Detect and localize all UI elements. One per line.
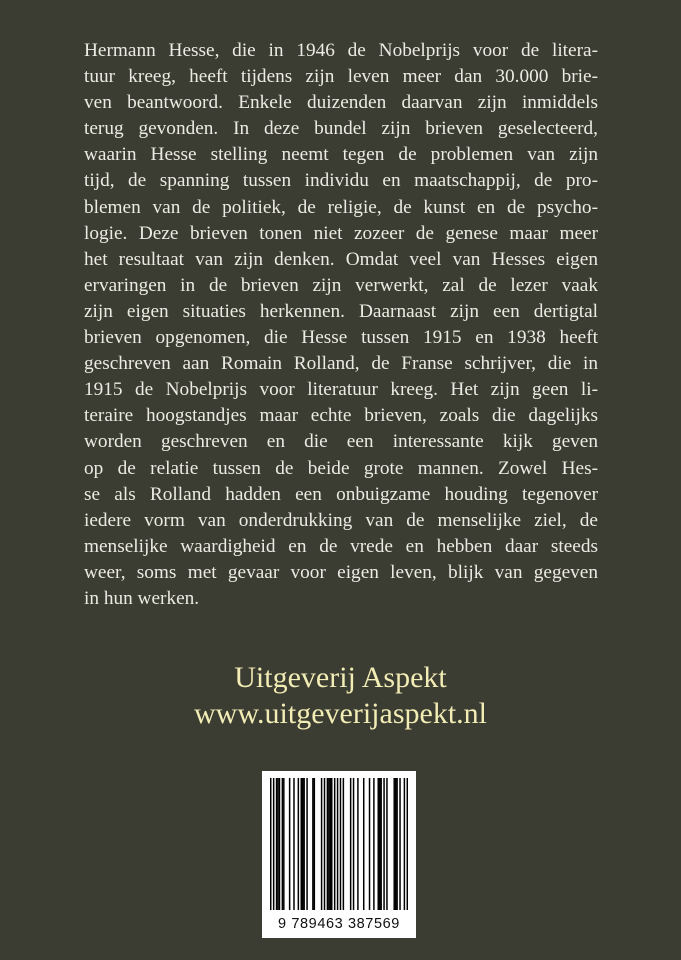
barcode-bar xyxy=(337,778,339,910)
blurb-line: terug gevonden. In deze bundel zijn brieven geselecteerd, xyxy=(84,118,598,140)
barcode-bar xyxy=(373,778,375,910)
blurb-line: tuur kreeg, heeft tijdens zijn leven meer dan 30.000 brie- xyxy=(84,66,598,88)
barcode-bar xyxy=(301,778,303,910)
barcode-bar xyxy=(328,778,330,910)
back-cover-blurb xyxy=(84,38,598,612)
blurb-line: worden geschreven en die een interessante kijk geven xyxy=(84,431,598,453)
barcode-bar xyxy=(330,778,332,910)
blurb-line: ervaringen in de brieven zijn verwerkt, zal de lezer vaak xyxy=(84,274,598,296)
barcode-bar xyxy=(393,778,395,910)
blurb-line: Hermann Hesse, die in 1946 de Nobelprijs voor de litera- xyxy=(84,40,598,61)
barcode-bar xyxy=(314,778,316,910)
barcode-bar xyxy=(334,778,336,910)
barcode-bar xyxy=(395,778,397,910)
barcode-bar xyxy=(386,778,388,910)
barcode-bar xyxy=(298,778,300,910)
blurb-line: waarin Hesse stelling neemt tegen de problemen van zijn xyxy=(84,144,598,166)
publisher-block xyxy=(0,660,681,732)
blurb-line: logie. Deze brieven tonen niet zozeer de genese maar meer xyxy=(84,222,598,244)
barcode-bar xyxy=(396,778,398,910)
barcode-bar xyxy=(293,778,295,910)
barcode-bar xyxy=(303,778,305,910)
blurb-line: 1915 de Nobelprijs voor literatuur kreeg. Het zijn geen li- xyxy=(84,379,598,401)
blurb-line: tijd, de spanning tussen individu en maatschappij, de pro- xyxy=(84,170,598,192)
barcode-bar xyxy=(353,778,355,910)
barcode-bar xyxy=(404,778,406,910)
barcode-bar xyxy=(312,778,314,910)
blurb-line: iedere vorm van onderdrukking van de menselijke ziel, de xyxy=(84,509,598,531)
barcode-bar xyxy=(283,778,285,910)
barcode-bar xyxy=(399,778,401,910)
barcode-bar xyxy=(289,778,291,910)
blurb-line: se als Rolland hadden een onbuigzame houding tegenover xyxy=(84,483,598,505)
blurb-line: op de relatie tussen de beide grote mannen. Zowel Hes- xyxy=(84,457,598,479)
publisher-website[interactable]: www.uitgeverijaspekt.nl xyxy=(194,697,487,730)
barcode-bar xyxy=(379,778,381,910)
blurb-line: het resultaat van zijn denken. Omdat veel van Hesses eigen xyxy=(84,248,598,270)
barcode-bar xyxy=(270,778,272,910)
blurb-line: blemen van de politiek, de religie, de kunst en de psycho- xyxy=(84,196,598,218)
barcode-bar xyxy=(276,778,278,910)
blurb-line: brieven opgenomen, die Hesse tussen 1915 en 1938 heeft xyxy=(84,327,598,349)
blurb-line: geschreven aan Romain Rolland, de Franse schrijver, die in xyxy=(84,353,598,375)
barcode-bar xyxy=(331,778,333,910)
barcode-bar xyxy=(357,778,359,910)
barcode-bar xyxy=(383,778,385,910)
barcode-bar xyxy=(306,778,308,910)
barcode-bar xyxy=(377,778,379,910)
barcode-bar xyxy=(407,778,408,910)
blurb-line: ven beantwoord. Enkele duizenden daarvan zijn inmiddels xyxy=(84,92,598,114)
barcode-bar xyxy=(340,778,342,910)
barcode-bar xyxy=(282,778,284,910)
publisher-name: Uitgeverij Aspekt xyxy=(234,661,447,694)
blurb-line: teraire hoogstandjes maar echte brieven, zoals die dagelijks xyxy=(84,405,598,427)
barcode-bars xyxy=(270,778,408,910)
blurb-line: menselijke waardigheid en de vrede en hebben daar steeds xyxy=(84,535,598,557)
barcode-bar xyxy=(324,778,326,910)
barcode-bar xyxy=(327,778,329,910)
barcode-bar xyxy=(302,778,304,910)
barcode-bar xyxy=(350,778,352,910)
isbn-barcode xyxy=(262,771,416,938)
barcode-bar xyxy=(363,778,365,910)
blurb-line: weer, soms met gevaar voor eigen leven, blijk van gegeven xyxy=(84,561,598,583)
barcode-bar xyxy=(273,778,275,910)
blurb-line: in hun werken. xyxy=(84,587,200,609)
blurb-line: zijn eigen situaties herkennen. Daarnaast zijn een dertigtal xyxy=(84,300,598,322)
barcode-bar xyxy=(279,778,281,910)
barcode-bar xyxy=(343,778,345,910)
barcode-bar xyxy=(321,778,323,910)
barcode-bar xyxy=(369,778,371,910)
barcode-bar xyxy=(380,778,382,910)
barcode-bar xyxy=(277,778,279,910)
isbn-number: 9 789463 387569 xyxy=(278,916,400,932)
